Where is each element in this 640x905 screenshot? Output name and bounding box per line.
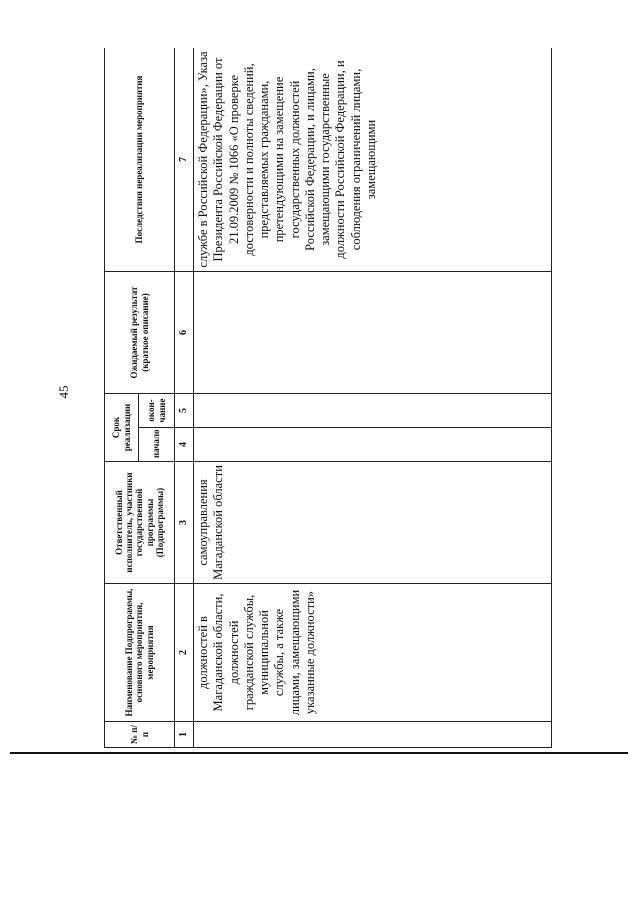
column-number-row xyxy=(175,48,194,748)
cell-executor: самоуправления Магаданской области xyxy=(194,462,552,584)
header-start: начало xyxy=(139,428,175,462)
program-activities-table xyxy=(104,48,552,748)
header-number: № п/п xyxy=(105,722,175,748)
column-number: 5 xyxy=(175,394,194,428)
page-number: 45 xyxy=(56,385,71,399)
cell-end xyxy=(194,394,552,428)
column-number: 1 xyxy=(175,722,194,748)
rotated-table-container xyxy=(104,48,552,748)
header-consequences: Последствия нереализации мероприятия xyxy=(105,48,175,272)
cell-expected-result xyxy=(194,272,552,394)
page-divider-line xyxy=(10,752,628,754)
column-number: 6 xyxy=(175,272,194,394)
header-period: Срок реализации xyxy=(105,394,139,462)
cell-consequences: службе в Российской Федерации», Указа Президента Российской Федерации от 21.09.2009 № 1066 «О проверке достоверности и полноты сведений, представляемых гражданами, претендующими на замещение государственных должностей Российской Федерации, и лицами, замещающими государственные должности Российской Федерации, и соблюдения ограничений лицами, замещающими xyxy=(194,48,552,272)
cell-start xyxy=(194,428,552,462)
header-expected-result: Ожидаемый результат (краткое описание) xyxy=(105,272,175,394)
column-number: 4 xyxy=(175,428,194,462)
header-name: Наименование Подпрограммы, основного мероприятия, мероприятия xyxy=(105,584,175,722)
cell-activity-name: должностей в Магаданской области, должностей гражданской службы, муниципальной службы, а также лицами, замещающими указанные должности» xyxy=(194,584,552,722)
table-rotation-frame xyxy=(104,48,552,748)
column-number: 7 xyxy=(175,48,194,272)
column-number: 2 xyxy=(175,584,194,722)
header-end: окон-чание xyxy=(139,394,175,428)
cell-number xyxy=(194,722,552,748)
header-row-1 xyxy=(105,48,139,748)
column-number: 3 xyxy=(175,462,194,584)
header-executor: Ответственный исполнитель, участники государственной программы (Подпрограммы) xyxy=(105,462,175,584)
table-row xyxy=(194,48,552,748)
